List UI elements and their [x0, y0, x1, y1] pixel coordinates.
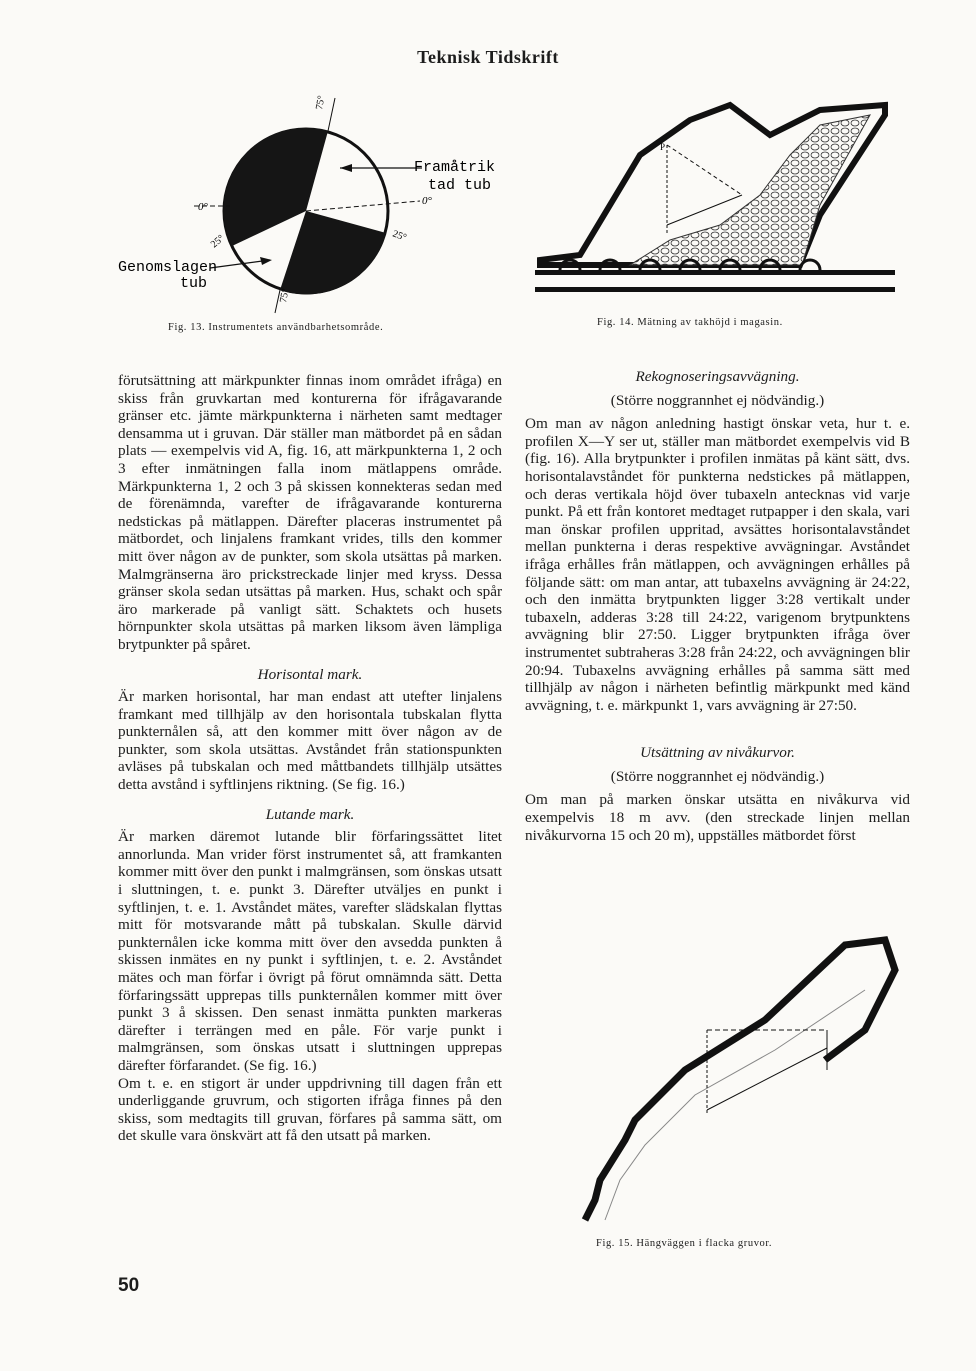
journal-header: Teknisk Tidskrift	[417, 47, 559, 67]
heading-rekog: Rekognoseringsavvägning.	[635, 368, 800, 385]
heading-horisontal: Horisontal mark.	[257, 665, 363, 683]
rekog-text: Om man av någon anledning hastigt önskar veta, hur t. e. profilen X—Y ser ut, ställer man mätbordet exempelvis vid B (fig. 16). Alla brytpunkter i profilen inmätas på känt sätt, dvs. horisontalavståndet för punkterna nedstickes på mätlappen, och deras vertikala höjd över tubaxeln antecknas vid varje punkt. På ett från kontoret medtaget rutpapper i den skala, vari man önskar profilen uppritad, avsättes horisontalavståndet mellan punkterna i deras respektive avvägningar. Avståndet ifråga erhålles från mätlappen, och avvägningen erhålles på följande sätt: om man antar, att tubaxelns avvägning är 24:22, och den inmätta brytpunkten ligger 3:28 vertikalt under tubaxeln, adderas 3:28 till 24:22, varigenom brytpunktens avvägning blir 27:50. Ligger brytpunkten ifråga över instrumentet subtraheras 3:28 från 24:22, och avvägningen blir 20:94. Tubaxelns avvägning erhålles på samma sätt med tillhjälp av någon i närheten befintlig märkpunkt med känd avvägning, t. e. märkpunkt 1, vars avvägning är 27:50.	[525, 415, 910, 714]
figure-14	[520, 95, 910, 315]
figure-13	[110, 88, 510, 318]
heading-lutande: Lutande mark.	[265, 805, 355, 823]
fig13-label-forward: Framåtrik	[414, 159, 496, 176]
lutande-text-2: Om t. e. en stigort är under uppdrivning till dagen från ett underliggande gruvrum, och stigorten ifråga finnes på den skiss, som medtagits till gruvan, förfares på samma sätt, om det skulle vara önskvärt att få den utsatt på marken.	[118, 1074, 502, 1145]
fig15-caption: Fig. 15. Hängväggen i flacka gruvor.	[596, 1238, 773, 1249]
left-column	[118, 372, 502, 1145]
fig13-label-through: Genomslagen	[118, 259, 218, 276]
fig14-label-p: P	[660, 142, 666, 152]
heading-utsattning: Utsättning av nivåkurvor.	[640, 744, 795, 762]
fig14-caption: Fig. 14. Mätning av takhöjd i magasin.	[597, 317, 783, 328]
fig13-angle-top: 75°	[314, 94, 328, 111]
left-paragraph-1: förutsättning att märkpunkter finnas inom området ifråga) en skiss från gruvkartan med konturerna för ifrågavarande gränser etc. jämte märkpunkterna i närheten samt medtager densamma ut i gruvan. Där ställer man mätbordet på en sådan plats — exempelvis vid A, fig. 16, att märkpunkterna 1, 2 och 3 efter inmätningen falla inom mätlappens område. Märkpunkterna 1, 2 och 3 på skissen konnekteras sedan med de förenämnda, varefter de ifrågavarande konturerna nedstickas på mätlappen. Därefter placeras instrumentet på mätbordet, och linjalens framkant vrides, tills den kommer mitt över någon av de punkter, som skola utsättas på marken. Malmgränserna äro prickstreckade linjer med kryss. Dessa gränser skola sedan utsättas på marken. Hus, schakt och spår äro markerade på vanligt sätt. Schaktets och husets hörnpunkter skola utsättas på marken liksom även lämpliga brytpunkter på spåret.	[118, 372, 502, 653]
horisontal-text: Är marken horisontal, har man endast att utefter linjalens framkant med tillhjälp av den horisontala tubskalan flytta punkternålen så, att den kommer mitt över någon av de punkter, som skola utsättas. Avståndet från stationspunkten avläses på tubskalan och med måttbandets tillhjälp utsättes detta avstånd i syftlinjens riktning. (Se fig. 16.)	[118, 688, 502, 794]
utsattning-sub: (Större noggrannhet ej nödvändig.)	[610, 767, 825, 785]
figure-15	[565, 930, 915, 1235]
right-column	[525, 368, 910, 844]
fig13-angle-bottom: 75°	[278, 287, 292, 304]
fig13-label-forward-2: tad tub	[428, 177, 492, 194]
utsattning-text: Om man på marken önskar utsätta en nivåkurva vid exempelvis 18 m avv. (den streckade linjen mellan nivåkurvorna 15 och 20 m), uppställes mätbordet först	[525, 791, 910, 844]
page-number: 50	[118, 1275, 140, 1296]
fig13-zero-left: 0°	[198, 201, 208, 213]
rekog-sub: (Större noggrannhet ej nödvändig.)	[610, 391, 825, 409]
lutande-text-1: Är marken däremot lutande blir förfaringssättet litet annorlunda. Man vrider först instrumentet så, att framkanten kommer mitt över den punkt i malmgränsen, som önskas utsatt i sluttningen, t. e. punkt 3. Därefter utväljes en punkt i syftlinjen, t. e. 1. Avståndet mätes, varefter slädskalan flyttas mitt för motsvarande mått på tubskalan. Skulle därvid punkternålen icke komma mitt över den avsedda punkten å skissen inmätes en ny punkt i syftlinjen, t. e. 2. Avståndet mätes och man förfar i övrigt på förut omnämnda sätt. Detta förfaringssätt upprepas tills punkternålen kommer mitt över punkt 3 å skissen. Den senast inmätta punkten markeras därefter i terrängen med en påle. För varje punkt i malmgränsen, som önskas utsatt i sluttningen upprepas därefter förfarandet. (Se fig. 16.)	[118, 828, 502, 1074]
fig13-caption: Fig. 13. Instrumentets användbarhetsområde.	[168, 322, 384, 333]
fig13-label-through-2: tub	[180, 275, 208, 292]
fig13-angle-left: 25°	[208, 232, 227, 251]
fig13-zero-right: 0°	[422, 195, 432, 207]
fig13-angle-right: 25°	[390, 228, 408, 244]
